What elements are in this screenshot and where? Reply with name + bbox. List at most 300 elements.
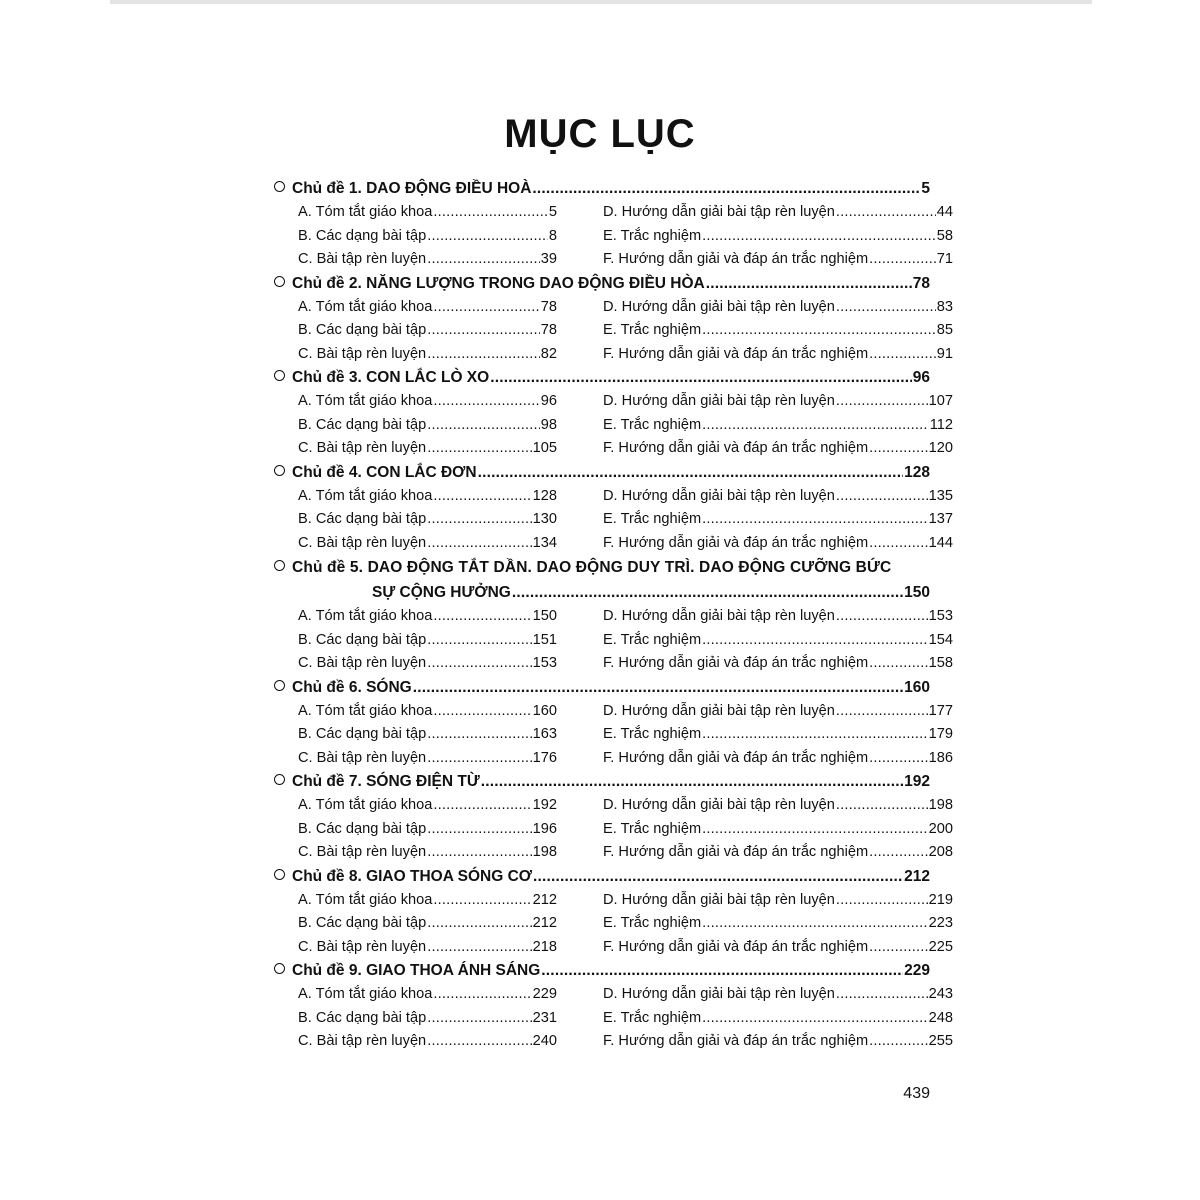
entry-title: A. Tóm tắt giáo khoa xyxy=(298,393,433,409)
toc-entry[interactable] xyxy=(298,700,557,724)
toc-subsection-row xyxy=(274,605,953,629)
chapter-heading[interactable] xyxy=(274,770,930,794)
entry-page-number: 223 xyxy=(928,915,953,931)
entry-title: F. Hướng dẫn giải và đáp án trắc nghiệm xyxy=(603,655,869,671)
entry-page-number: 179 xyxy=(928,726,953,742)
toc-subsection-row xyxy=(274,1007,953,1031)
entry-title: E. Trắc nghiệm xyxy=(603,322,702,338)
dot-leader xyxy=(869,532,927,556)
dot-leader xyxy=(869,841,927,865)
entry-title: F. Hướng dẫn giải và đáp án trắc nghiệm xyxy=(603,345,869,362)
dot-leader xyxy=(433,201,547,225)
entry-page-number: 39 xyxy=(540,251,557,267)
toc-subsection-row xyxy=(274,747,953,771)
toc-entry[interactable] xyxy=(298,248,557,272)
entry-title: F. Hướng dẫn giải và đáp án trắc nghiệm xyxy=(603,844,869,860)
dot-leader xyxy=(869,652,927,676)
entry-title: C. Bài tập rèn luyện xyxy=(298,1033,427,1049)
dot-leader xyxy=(433,605,531,629)
toc-subsection-row xyxy=(274,296,953,320)
entry-title: E. Trắc nghiệm xyxy=(603,416,702,433)
dot-leader xyxy=(427,841,531,865)
entry-page-number: 212 xyxy=(532,891,557,908)
toc-subsection-row xyxy=(274,437,953,461)
entry-title: B. Các dạng bài tập xyxy=(298,416,427,433)
entry-title: B. Các dạng bài tập xyxy=(298,820,427,837)
dot-leader xyxy=(433,296,539,320)
dot-leader xyxy=(541,959,903,983)
entry-title: B. Các dạng bài tập xyxy=(298,322,427,338)
entry-page-number: 130 xyxy=(532,511,557,527)
chapter-title: Chủ đề 2. NĂNG LƯỢNG TRONG DAO ĐỘNG ĐIỀU HÒA xyxy=(292,274,705,292)
toc-entry[interactable] xyxy=(603,652,953,676)
chapter-title: Chủ đề 4. CON LẮC ĐƠN xyxy=(292,463,477,481)
toc-subsection-row xyxy=(274,912,953,936)
entry-page-number: 85 xyxy=(936,322,953,338)
toc-entry[interactable] xyxy=(603,414,953,438)
entry-title: C. Bài tập rèn luyện xyxy=(298,844,427,860)
entry-page-number: 112 xyxy=(929,416,953,433)
toc-subsection-row xyxy=(274,390,953,414)
entry-title: A. Tóm tắt giáo khoa xyxy=(298,797,433,813)
entry-page-number: 151 xyxy=(532,631,557,648)
dot-leader xyxy=(427,248,540,272)
entry-page-number: 200 xyxy=(928,820,953,837)
toc-subsection-row xyxy=(274,319,953,343)
entry-title: E. Trắc nghiệm xyxy=(603,227,702,244)
entry-page-number: 91 xyxy=(936,345,953,362)
toc-entry[interactable] xyxy=(603,532,953,556)
toc-entry[interactable] xyxy=(603,747,953,771)
top-divider xyxy=(110,0,1092,4)
toc-entry[interactable] xyxy=(298,414,557,438)
entry-page-number: 255 xyxy=(928,1033,953,1049)
circle-bullet-icon xyxy=(274,963,285,974)
toc-entry[interactable] xyxy=(298,652,557,676)
entry-title: C. Bài tập rèn luyện xyxy=(298,251,427,267)
dot-leader xyxy=(478,461,904,485)
entry-page-number: 8 xyxy=(548,227,557,244)
entry-title: A. Tóm tắt giáo khoa xyxy=(298,702,433,719)
toc-subsection-row xyxy=(274,700,953,724)
entry-title: B. Các dạng bài tập xyxy=(298,726,427,742)
toc-entry[interactable] xyxy=(298,983,557,1007)
toc-subsection-row xyxy=(274,201,953,225)
entry-title: D. Hướng dẫn giải bài tập rèn luyện xyxy=(603,891,835,908)
toc-entry[interactable] xyxy=(298,794,557,818)
entry-page-number: 137 xyxy=(928,511,953,527)
entry-page-number: 105 xyxy=(532,440,557,456)
dot-leader xyxy=(490,366,912,390)
entry-page-number: 177 xyxy=(928,702,953,719)
chapter-page-number: 192 xyxy=(904,773,930,790)
entry-page-number: 186 xyxy=(928,749,953,766)
toc-subsection-row xyxy=(274,225,953,249)
toc-entry[interactable] xyxy=(298,343,557,367)
toc-subsection-row xyxy=(274,414,953,438)
toc-entry[interactable] xyxy=(298,723,557,747)
toc-entry[interactable] xyxy=(298,390,557,414)
entry-page-number: 196 xyxy=(532,820,557,837)
toc-entry[interactable] xyxy=(603,343,953,367)
dot-leader xyxy=(427,343,540,367)
toc-entry[interactable] xyxy=(298,936,557,960)
chapter-heading[interactable] xyxy=(274,272,930,296)
toc-subsection-row xyxy=(274,818,953,842)
entry-title: D. Hướng dẫn giải bài tập rèn luyện xyxy=(603,487,835,504)
dot-leader xyxy=(702,818,927,842)
toc-entry[interactable] xyxy=(603,629,953,653)
page-title: MỤC LỤC xyxy=(504,112,696,156)
dot-leader xyxy=(706,272,912,296)
entry-title: E. Trắc nghiệm xyxy=(603,631,702,648)
dot-leader xyxy=(836,889,928,913)
toc-chapter xyxy=(274,555,953,676)
entry-title: E. Trắc nghiệm xyxy=(603,820,702,837)
chapter-heading[interactable] xyxy=(274,959,930,983)
entry-page-number: 83 xyxy=(936,298,953,315)
entry-title: D. Hướng dẫn giải bài tập rèn luyện xyxy=(603,608,835,624)
dot-leader xyxy=(702,414,929,438)
toc-subsection-row xyxy=(274,1030,953,1054)
dot-leader xyxy=(869,747,927,771)
entry-page-number: 135 xyxy=(928,487,953,504)
entry-title: A. Tóm tắt giáo khoa xyxy=(298,298,433,315)
dot-leader xyxy=(427,319,540,343)
dot-leader xyxy=(427,912,531,936)
toc-chapter xyxy=(274,461,953,556)
entry-page-number: 71 xyxy=(936,251,953,267)
entry-page-number: 229 xyxy=(532,986,557,1002)
entry-title: D. Hướng dẫn giải bài tập rèn luyện xyxy=(603,702,835,719)
toc-subsection-row xyxy=(274,248,953,272)
toc-entry[interactable] xyxy=(603,1030,953,1054)
toc-entry[interactable] xyxy=(298,841,557,865)
entry-title: A. Tóm tắt giáo khoa xyxy=(298,891,433,908)
dot-leader xyxy=(836,605,928,629)
entry-title: F. Hướng dẫn giải và đáp án trắc nghiệm xyxy=(603,938,869,955)
toc-entry[interactable] xyxy=(298,1007,557,1031)
entry-page-number: 192 xyxy=(532,797,557,813)
dot-leader xyxy=(427,747,531,771)
toc-chapter xyxy=(274,959,953,1054)
entry-title: F. Hướng dẫn giải và đáp án trắc nghiệm xyxy=(603,251,869,267)
dot-leader xyxy=(836,390,928,414)
dot-leader xyxy=(427,818,531,842)
toc-subsection-row xyxy=(274,723,953,747)
toc-subsection-row xyxy=(274,343,953,367)
entry-title: E. Trắc nghiệm xyxy=(603,511,702,527)
entry-title: E. Trắc nghiệm xyxy=(603,915,702,931)
toc-entry[interactable] xyxy=(298,508,557,532)
toc-entry[interactable] xyxy=(603,723,953,747)
toc-entry[interactable] xyxy=(298,605,557,629)
circle-bullet-icon xyxy=(274,276,285,287)
toc-subsection-row xyxy=(274,485,953,509)
toc-subsection-row xyxy=(274,532,953,556)
toc-entry[interactable] xyxy=(603,248,953,272)
dot-leader xyxy=(433,700,531,724)
dot-leader xyxy=(702,319,936,343)
dot-leader xyxy=(433,390,539,414)
entry-page-number: 218 xyxy=(532,938,557,955)
entry-title: D. Hướng dẫn giải bài tập rèn luyện xyxy=(603,393,835,409)
entry-page-number: 82 xyxy=(540,345,557,362)
chapter-page-number: 96 xyxy=(912,369,930,386)
entry-page-number: 158 xyxy=(928,655,953,671)
entry-title: F. Hướng dẫn giải và đáp án trắc nghiệm xyxy=(603,749,869,766)
chapter-title: Chủ đề 7. SÓNG ĐIỆN TỪ xyxy=(292,773,480,790)
toc-entry[interactable] xyxy=(603,818,953,842)
dot-leader xyxy=(427,508,531,532)
chapter-heading[interactable] xyxy=(274,177,930,201)
entry-title: A. Tóm tắt giáo khoa xyxy=(298,487,433,504)
entry-page-number: 219 xyxy=(928,891,953,908)
entry-title: D. Hướng dẫn giải bài tập rèn luyện xyxy=(603,797,835,813)
entry-title: A. Tóm tắt giáo khoa xyxy=(298,608,433,624)
entry-page-number: 58 xyxy=(936,227,953,244)
dot-leader xyxy=(869,248,936,272)
chapter-heading[interactable] xyxy=(274,461,930,485)
entry-page-number: 107 xyxy=(928,393,953,409)
dot-leader xyxy=(427,629,531,653)
toc-entry[interactable] xyxy=(603,841,953,865)
entry-title: E. Trắc nghiệm xyxy=(603,1009,702,1026)
entry-page-number: 163 xyxy=(532,726,557,742)
entry-page-number: 208 xyxy=(928,844,953,860)
toc-subsection-row xyxy=(274,936,953,960)
dot-leader xyxy=(869,1030,927,1054)
entry-title: B. Các dạng bài tập xyxy=(298,631,427,648)
dot-leader xyxy=(702,723,927,747)
toc-entry[interactable] xyxy=(603,700,953,724)
dot-leader xyxy=(427,414,540,438)
toc-entry[interactable] xyxy=(298,485,557,509)
toc-entry[interactable] xyxy=(603,390,953,414)
toc-chapter xyxy=(274,676,953,771)
entry-page-number: 96 xyxy=(540,393,557,409)
entry-title: D. Hướng dẫn giải bài tập rèn luyện xyxy=(603,986,835,1002)
dot-leader xyxy=(427,936,531,960)
toc-entry[interactable] xyxy=(298,1030,557,1054)
dot-leader xyxy=(481,770,903,794)
dot-leader xyxy=(836,983,928,1007)
toc-entry[interactable] xyxy=(298,532,557,556)
entry-page-number: 212 xyxy=(532,915,557,931)
toc-chapter xyxy=(274,366,953,461)
chapter-title: Chủ đề 5. DAO ĐỘNG TẮT DẦN. DAO ĐỘNG DUY TRÌ. DAO ĐỘNG CƯỠNG BỨC xyxy=(292,559,892,576)
toc-entry[interactable] xyxy=(603,225,953,249)
chapter-heading[interactable] xyxy=(274,676,930,700)
toc-chapter xyxy=(274,865,953,960)
toc-entry[interactable] xyxy=(603,912,953,936)
toc-subsection-row xyxy=(274,983,953,1007)
dot-leader xyxy=(512,580,903,605)
entry-title: C. Bài tập rèn luyện xyxy=(298,938,427,955)
toc-entry[interactable] xyxy=(298,319,557,343)
toc-entry[interactable] xyxy=(603,437,953,461)
toc-entry[interactable] xyxy=(298,296,557,320)
dot-leader xyxy=(836,485,928,509)
chapter-page-number: 212 xyxy=(904,867,930,885)
dot-leader xyxy=(427,225,548,249)
toc-entry[interactable] xyxy=(603,983,953,1007)
entry-page-number: 198 xyxy=(532,844,557,860)
dot-leader xyxy=(702,912,927,936)
dot-leader xyxy=(702,629,927,653)
toc-subsection-row xyxy=(274,889,953,913)
dot-leader xyxy=(427,1007,531,1031)
dot-leader xyxy=(836,794,928,818)
toc-subsection-row xyxy=(274,794,953,818)
toc-entry[interactable] xyxy=(603,508,953,532)
toc-chapter xyxy=(274,272,953,367)
dot-leader xyxy=(433,889,531,913)
toc-entry[interactable] xyxy=(603,201,953,225)
toc-subsection-row xyxy=(274,629,953,653)
toc-entry[interactable] xyxy=(298,889,557,913)
entry-title: D. Hướng dẫn giải bài tập rèn luyện xyxy=(603,298,835,315)
entry-title: B. Các dạng bài tập xyxy=(298,915,427,931)
toc-chapter xyxy=(274,770,953,865)
entry-title: C. Bài tập rèn luyện xyxy=(298,534,427,551)
toc-entry[interactable] xyxy=(603,319,953,343)
entry-page-number: 128 xyxy=(532,487,557,504)
dot-leader xyxy=(869,343,936,367)
toc-entry[interactable] xyxy=(298,225,557,249)
chapter-title: Chủ đề 6. SÓNG xyxy=(292,678,412,696)
entry-page-number: 150 xyxy=(532,608,557,624)
entry-page-number: 5 xyxy=(548,204,557,220)
chapter-heading[interactable] xyxy=(274,366,930,390)
dot-leader xyxy=(533,865,903,889)
dot-leader xyxy=(869,437,927,461)
entry-page-number: 120 xyxy=(928,440,953,456)
chapter-heading[interactable] xyxy=(274,865,930,889)
dot-leader xyxy=(532,177,920,201)
toc-entry[interactable] xyxy=(603,1007,953,1031)
entry-page-number: 176 xyxy=(532,749,557,766)
dot-leader xyxy=(836,700,928,724)
toc-entry[interactable] xyxy=(603,794,953,818)
table-of-contents xyxy=(274,177,953,1054)
entry-page-number: 243 xyxy=(928,986,953,1002)
toc-entry[interactable] xyxy=(298,747,557,771)
entry-page-number: 98 xyxy=(540,416,557,433)
entry-page-number: 44 xyxy=(936,204,953,220)
entry-title: D. Hướng dẫn giải bài tập rèn luyện xyxy=(603,204,835,220)
entry-page-number: 198 xyxy=(928,797,953,813)
chapter-title-continued: SỰ CỘNG HƯỞNG xyxy=(372,584,511,601)
chapter-title: Chủ đề 9. GIAO THOA ÁNH SÁNG xyxy=(292,962,541,979)
entry-title: F. Hướng dẫn giải và đáp án trắc nghiệm xyxy=(603,1033,869,1049)
page-number: 439 xyxy=(903,1085,930,1102)
entry-title: A. Tóm tắt giáo khoa xyxy=(298,204,433,220)
toc-subsection-row xyxy=(274,508,953,532)
dot-leader xyxy=(869,936,927,960)
dot-leader xyxy=(427,652,531,676)
entry-page-number: 153 xyxy=(532,655,557,671)
toc-entry[interactable] xyxy=(298,912,557,936)
dot-leader xyxy=(702,225,936,249)
dot-leader xyxy=(427,437,531,461)
circle-bullet-icon xyxy=(274,774,285,785)
toc-entry[interactable] xyxy=(603,296,953,320)
entry-page-number: 240 xyxy=(532,1033,557,1049)
chapter-page-number: 160 xyxy=(904,678,930,696)
chapter-page-number: 78 xyxy=(912,274,930,292)
entry-title: F. Hướng dẫn giải và đáp án trắc nghiệm xyxy=(603,534,869,551)
chapter-heading[interactable] xyxy=(274,555,930,580)
entry-title: B. Các dạng bài tập xyxy=(298,227,427,244)
dot-leader xyxy=(427,723,531,747)
circle-bullet-icon xyxy=(274,181,285,192)
circle-bullet-icon xyxy=(274,680,285,691)
entry-title: E. Trắc nghiệm xyxy=(603,726,702,742)
entry-page-number: 231 xyxy=(532,1009,557,1026)
entry-page-number: 160 xyxy=(532,702,557,719)
toc-entry[interactable] xyxy=(603,889,953,913)
entry-title: A. Tóm tắt giáo khoa xyxy=(298,986,433,1002)
chapter-heading-continued[interactable] xyxy=(274,580,930,605)
dot-leader xyxy=(433,485,531,509)
chapter-title: Chủ đề 8. GIAO THOA SÓNG CƠ xyxy=(292,867,532,885)
entry-page-number: 144 xyxy=(928,534,953,551)
entry-page-number: 78 xyxy=(540,298,557,315)
chapter-page-number: 128 xyxy=(904,463,930,481)
toc-entry[interactable] xyxy=(298,818,557,842)
dot-leader xyxy=(836,296,936,320)
entry-title: B. Các dạng bài tập xyxy=(298,511,427,527)
toc-entry[interactable] xyxy=(298,437,557,461)
entry-page-number: 78 xyxy=(540,322,557,338)
chapter-title: Chủ đề 1. DAO ĐỘNG ĐIỀU HOÀ xyxy=(292,180,532,197)
chapter-page-number: 229 xyxy=(904,962,930,979)
dot-leader xyxy=(413,676,903,700)
toc-entry[interactable] xyxy=(298,201,557,225)
circle-bullet-icon xyxy=(274,869,285,880)
toc-subsection-row xyxy=(274,652,953,676)
circle-bullet-icon xyxy=(274,465,285,476)
entry-page-number: 248 xyxy=(928,1009,953,1026)
toc-entry[interactable] xyxy=(603,485,953,509)
entry-page-number: 225 xyxy=(928,938,953,955)
chapter-page-number: 5 xyxy=(921,180,930,197)
toc-chapter xyxy=(274,177,953,272)
entry-page-number: 153 xyxy=(928,608,953,624)
dot-leader xyxy=(427,532,531,556)
entry-page-number: 134 xyxy=(532,534,557,551)
entry-title: F. Hướng dẫn giải và đáp án trắc nghiệm xyxy=(603,440,869,456)
circle-bullet-icon xyxy=(274,370,285,381)
entry-title: C. Bài tập rèn luyện xyxy=(298,440,427,456)
entry-title: B. Các dạng bài tập xyxy=(298,1009,427,1026)
dot-leader xyxy=(427,1030,531,1054)
toc-entry[interactable] xyxy=(603,605,953,629)
dot-leader xyxy=(702,508,927,532)
entry-title: C. Bài tập rèn luyện xyxy=(298,345,427,362)
toc-entry[interactable] xyxy=(298,629,557,653)
chapter-title: Chủ đề 3. CON LẮC LÒ XO xyxy=(292,369,490,386)
toc-entry[interactable] xyxy=(603,936,953,960)
dot-leader xyxy=(433,983,531,1007)
entry-page-number: 154 xyxy=(928,631,953,648)
toc-subsection-row xyxy=(274,841,953,865)
entry-title: C. Bài tập rèn luyện xyxy=(298,655,427,671)
entry-title: C. Bài tập rèn luyện xyxy=(298,749,427,766)
dot-leader xyxy=(836,201,936,225)
circle-bullet-icon xyxy=(274,560,285,571)
